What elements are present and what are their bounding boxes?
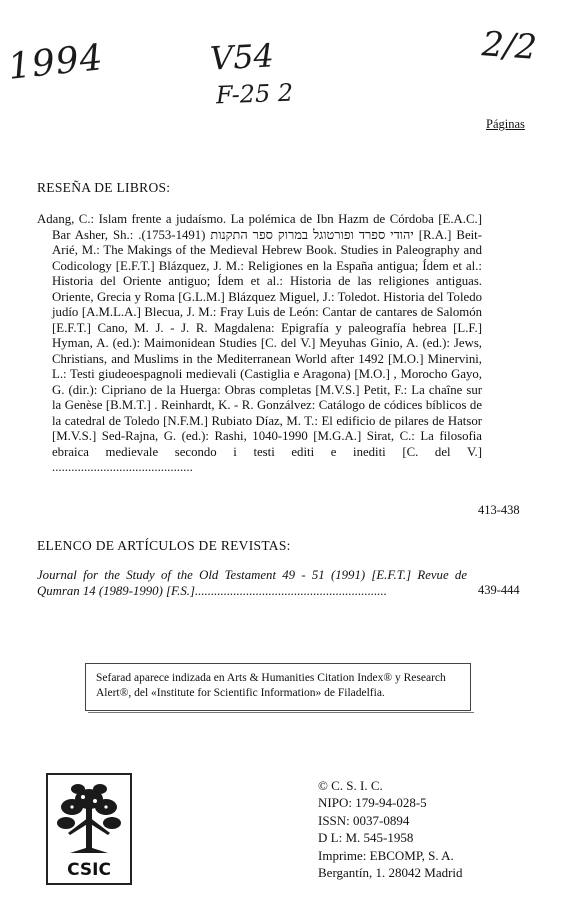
- articulos-text: Journal for the Study of the Old Testament 49 - 51 (1991) [E.F.T.] Revue de Qumran 14 (1989-1990) [F.S.]............................................................: [37, 568, 467, 598]
- csic-logo-text: CSIC: [67, 860, 111, 880]
- imprint-deposit: D L: M. 545-1958: [318, 830, 414, 846]
- resenas-title: RESEÑA DE LIBROS:: [37, 180, 171, 195]
- imprint-address: Bergantín, 1. 28042 Madrid: [318, 865, 463, 881]
- imprint-nipo: NIPO: 179-94-028-5: [318, 795, 427, 811]
- imprint-issn: ISSN: 0037-0894: [318, 812, 410, 828]
- imprint-block: [318, 777, 463, 881]
- handwritten-year: 1994: [6, 37, 106, 88]
- articulos-pages: 439-444: [478, 583, 520, 597]
- resenas-pages: 413-438: [478, 503, 520, 517]
- imprint-copyright: © C. S. I. C.: [318, 778, 383, 793]
- handwritten-fraction: 2/2: [480, 24, 539, 68]
- handwritten-sub: F-25 2: [215, 78, 294, 110]
- imprint-printer: Imprime: EBCOMP, S. A.: [318, 847, 454, 863]
- csic-emblem-icon: [48, 777, 130, 857]
- csic-logo: [46, 773, 132, 885]
- handwritten-code: V54: [209, 36, 275, 78]
- articulos-title: ELENCO DE ARTÍCULOS DE REVISTAS:: [37, 538, 291, 553]
- indexing-notice: Sefarad aparece indizada en Arts & Humanities Citation Index® y Research Alert®, del «Institute for Scientific Information» de Filadelfia.: [85, 663, 471, 711]
- paginas-heading: Páginas: [486, 117, 525, 131]
- resenas-text: Adang, C.: Islam frente a judaísmo. La polémica de Ibn Hazm de Córdoba [E.A.C.] Bar Asher, Sh.: .(1753-1491) יהודי ספרד ופורטוגל במרוק ספר התקנות [R.A.] Beit-Arié, M.: The Makings of the Medieval Hebrew Book. Studies in Paleography and Codicology [E.F.T.] Blázquez, J. M.: Religiones en la España antigua; Ídem et al.: Historia del Oriente antiguo; Ídem et al.: Historia de las religiones antiguas. Oriente, Grecia y Roma [G.L.M.] Blázquez Miguel, J.: Toledot. Historia del Toledo judío [A.M.L.A.] Blecua, J. M.: Fray Luis de León: Cantar de cantares de Salomón [E.F.T.] Cano, M. J. - J. R. Magdalena: Epigrafía y paleografía hebrea [L.F.] Hyman, A. (ed.): Maimonidean Studies [C. del V.] Meyuhas Ginio, A. (ed.): Jews, Christians, and Muslims in the Mediterranean World after 1492 [M.O.] Minervini, L.: Testi giudeoespagnoli medievali (Castiglia e Aragona) [M.O.] , Morocho Gayo, G. (dir.): Cipriano de la Huerga: Obras completas [M.V.S.] Petit, F.: La chaîne sur la Genèse [B.M.T.] . Reinhardt, K. - R. Gonzálvez: Catálogo de códices bíblicos de la catedral de Toledo [N.F.M.] Rubiato Díaz, M. T.: El edificio de pilares de Hatsor [M.V.S.] Sed-Rajna, G. (ed.): Rashi, 1040-1990 [M.G.A.] Sirat, C.: La filosofia ebraica medievale secondo i testi editi e inediti [C. del V.] ............................................: [37, 212, 482, 474]
